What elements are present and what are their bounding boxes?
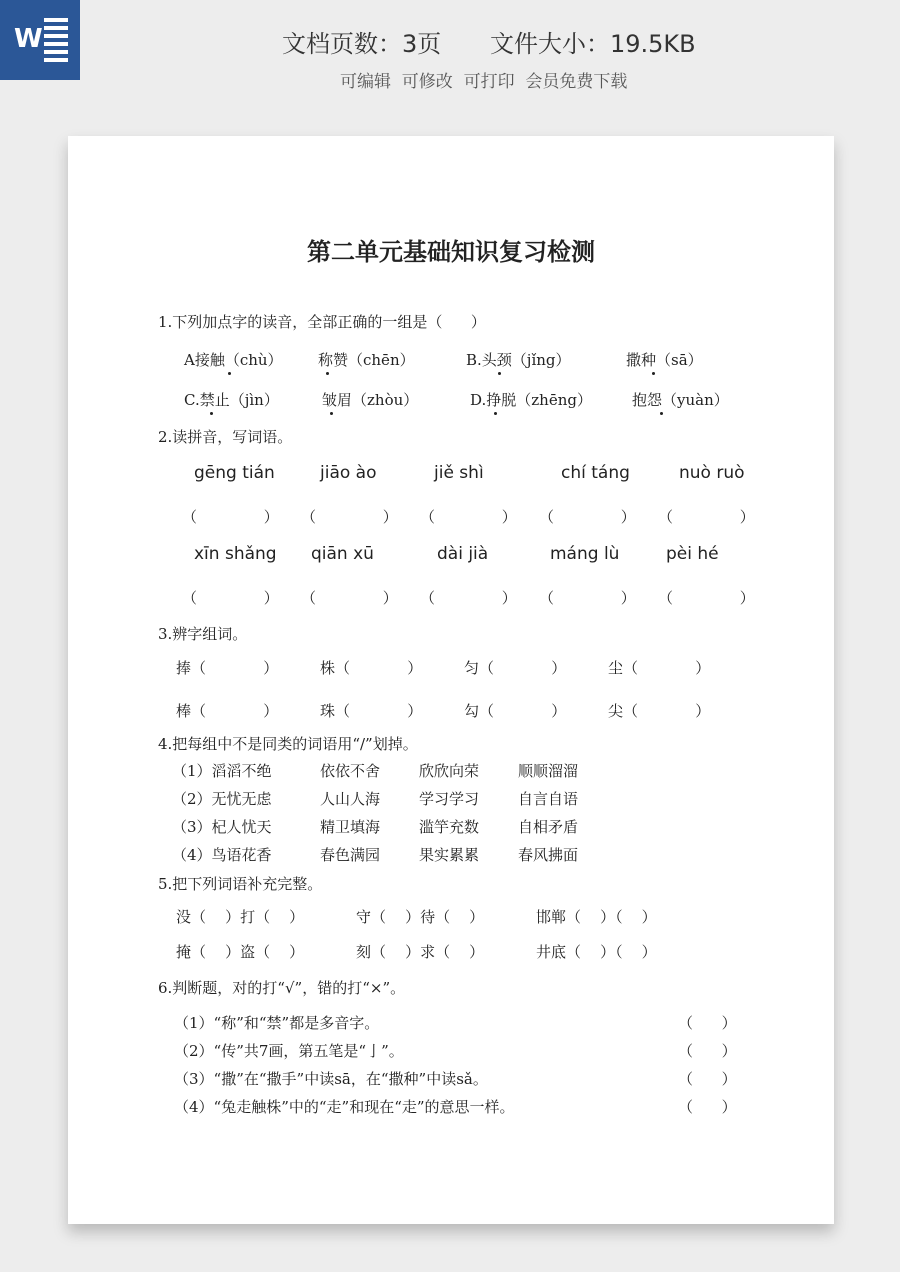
idiom-fill-item: 井底（ ）（ ） <box>536 943 657 961</box>
q1-prompt: 1.下列加点字的读音，全部正确的一组是（ ） <box>158 313 486 331</box>
idiom-item: 欣欣向荣 <box>419 762 480 780</box>
word-letter: W <box>14 24 43 54</box>
pinyin-word: jiāo ào <box>320 463 377 483</box>
pinyin-word: dài jià <box>437 544 489 564</box>
idiom-fill-item: 没（ ）打（ ） <box>176 908 305 926</box>
char-word-item: 尘（ ） <box>608 659 711 677</box>
emphasis-dot <box>498 372 501 375</box>
q1-option: C.禁止（jìn） <box>184 391 279 409</box>
idiom-item: （2）无忧无虑 <box>172 790 272 808</box>
answer-blank: （ ） <box>420 508 517 526</box>
idiom-item: 自相矛盾 <box>518 818 579 836</box>
idiom-item: 学习学习 <box>419 790 480 808</box>
doc-lines-icon <box>44 18 68 66</box>
idiom-item: 依依不舍 <box>320 762 381 780</box>
idiom-item: 春色满园 <box>320 846 381 864</box>
answer-blank: （ ） <box>539 508 636 526</box>
emphasis-dot <box>660 412 663 415</box>
feature-list: 可编辑 可修改 可打印 会员免费下载 <box>340 72 628 92</box>
answer-blank: （ ） <box>182 589 279 607</box>
char-word-item: 尖（ ） <box>608 702 711 720</box>
answer-bracket: （ ） <box>678 1098 737 1116</box>
emphasis-dot <box>652 372 655 375</box>
pinyin-word: gēng tián <box>194 463 275 483</box>
answer-blank: （ ） <box>420 589 517 607</box>
idiom-item: （4）鸟语花香 <box>172 846 272 864</box>
q4-prompt: 4.把每组中不是同类的词语用“/”划掉。 <box>158 735 418 753</box>
answer-blank: （ ） <box>301 589 398 607</box>
q2-prompt: 2.读拼音，写词语。 <box>158 428 293 446</box>
judgement-item: （4）“兔走触株”中的“走”和现在“走”的意思一样。 <box>174 1098 515 1116</box>
emphasis-dot <box>210 412 213 415</box>
idiom-item: 精卫填海 <box>320 818 381 836</box>
q1-option: 撒种（sā） <box>626 351 703 369</box>
char-word-item: 匀（ ） <box>464 659 567 677</box>
idiom-item: 滥竽充数 <box>419 818 480 836</box>
page-count: 文档页数：3页 <box>282 30 442 58</box>
char-word-item: 勾（ ） <box>464 702 567 720</box>
char-word-item: 株（ ） <box>320 659 423 677</box>
judgement-item: （1）“称”和“禁”都是多音字。 <box>174 1014 380 1032</box>
pinyin-word: xīn shǎng <box>194 544 277 564</box>
judgement-item: （3）“撒”在“撒手”中读sā，在“撒种”中读sǎ。 <box>174 1070 488 1088</box>
emphasis-dot <box>326 372 329 375</box>
char-word-item: 珠（ ） <box>320 702 423 720</box>
pinyin-word: máng lù <box>550 544 620 564</box>
idiom-item: 果实累累 <box>419 846 480 864</box>
judgement-item: （2）“传”共7画，第五笔是“亅”。 <box>174 1042 404 1060</box>
answer-blank: （ ） <box>658 589 755 607</box>
q1-option: B.头颈（jǐng） <box>466 351 571 369</box>
answer-bracket: （ ） <box>678 1014 737 1032</box>
char-word-item: 棒（ ） <box>176 702 279 720</box>
q1-option: 皱眉（zhòu） <box>322 391 419 409</box>
emphasis-dot <box>330 412 333 415</box>
idiom-fill-item: 掩（ ）盗（ ） <box>176 943 305 961</box>
answer-bracket: （ ） <box>678 1070 737 1088</box>
answer-blank: （ ） <box>658 508 755 526</box>
idiom-item: 人山人海 <box>320 790 381 808</box>
q6-prompt: 6.判断题，对的打“√”，错的打“×”。 <box>158 979 406 997</box>
word-doc-icon <box>0 0 80 80</box>
idiom-fill-item: 刻（ ）求（ ） <box>356 943 485 961</box>
pinyin-word: qiān xū <box>311 544 374 564</box>
pinyin-word: pèi hé <box>666 544 719 564</box>
idiom-item: 自言自语 <box>518 790 579 808</box>
answer-bracket: （ ） <box>678 1042 737 1060</box>
emphasis-dot <box>494 412 497 415</box>
idiom-item: 春风拂面 <box>518 846 579 864</box>
q1-option: 称赞（chēn） <box>318 351 415 369</box>
q1-option: D.挣脱（zhēng） <box>470 391 592 409</box>
answer-blank: （ ） <box>301 508 398 526</box>
file-size: 文件大小：19.5KB <box>490 30 696 58</box>
q1-option: 抱怨（yuàn） <box>632 391 729 409</box>
answer-blank: （ ） <box>182 508 279 526</box>
answer-blank: （ ） <box>539 589 636 607</box>
idiom-item: （3）杞人忧天 <box>172 818 272 836</box>
emphasis-dot <box>228 372 231 375</box>
char-word-item: 捧（ ） <box>176 659 279 677</box>
idiom-fill-item: 守（ ）待（ ） <box>356 908 485 926</box>
document-page <box>68 136 834 1224</box>
pinyin-word: nuò ruò <box>679 463 745 483</box>
doc-title: 第二单元基础知识复习检测 <box>307 238 595 266</box>
q3-prompt: 3.辨字组词。 <box>158 625 248 643</box>
pinyin-word: chí táng <box>561 463 630 483</box>
idiom-fill-item: 邯郸（ ）（ ） <box>536 908 657 926</box>
idiom-item: 顺顺溜溜 <box>518 762 579 780</box>
pinyin-word: jiě shì <box>434 463 484 483</box>
q1-option: A接触（chù） <box>184 351 283 369</box>
idiom-item: （1）滔滔不绝 <box>172 762 272 780</box>
q5-prompt: 5.把下列词语补充完整。 <box>158 875 323 893</box>
